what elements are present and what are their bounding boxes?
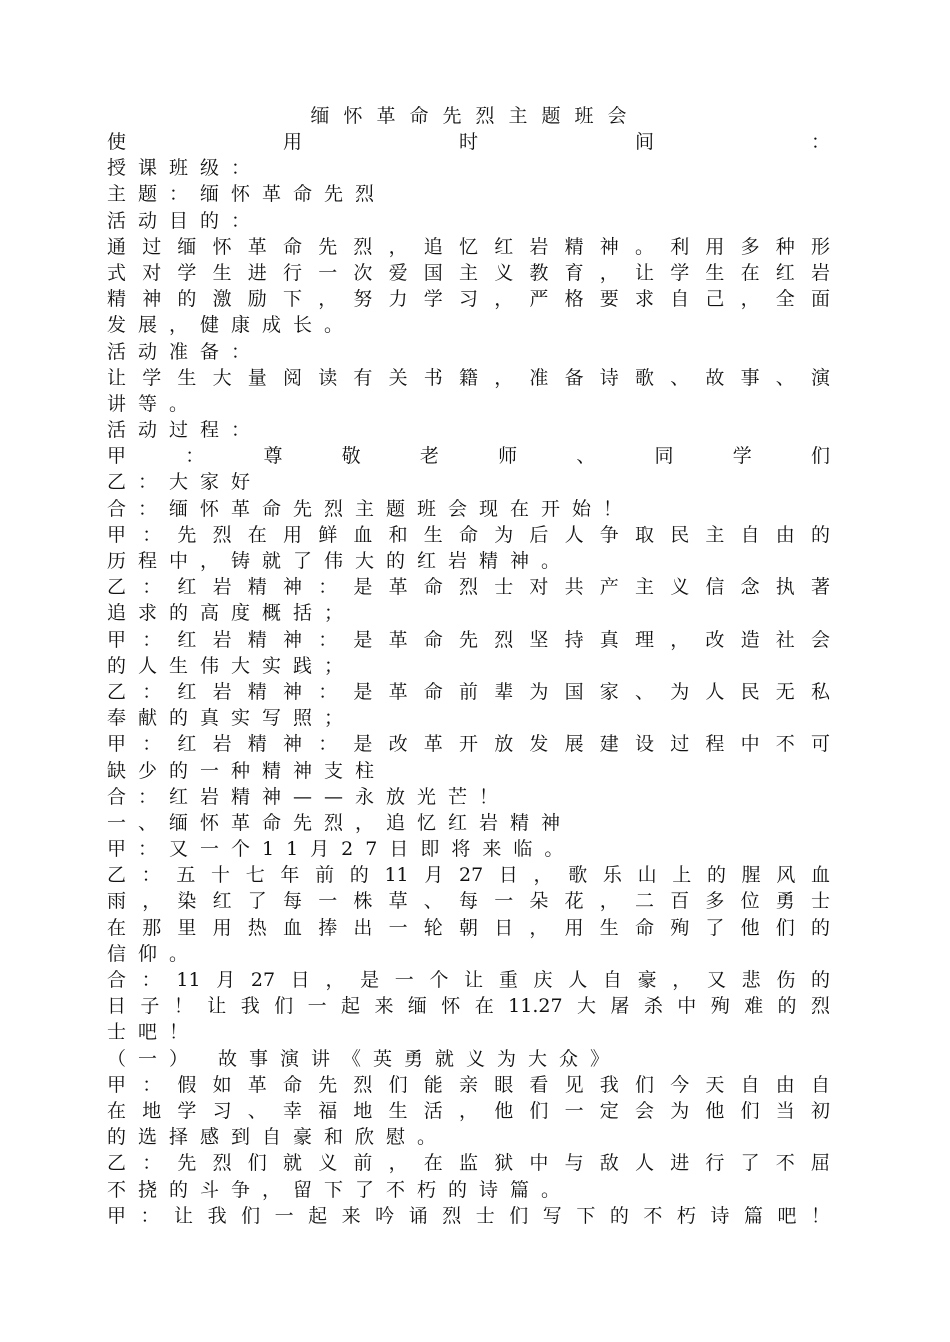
text-line: 甲：假如革命先烈们能亲眼看见我们今天自由自 [107, 1073, 830, 1096]
text-line: 让学生大量阅读有关书籍，准备诗歌、故事、演 [107, 366, 830, 389]
text-line: 式对学生进行一次爱国主义教育，让学生在红岩 [107, 261, 830, 284]
text-line: 的人生伟大实践； [107, 654, 356, 677]
text-line: 信仰。 [107, 942, 201, 965]
text-line: 甲：先烈在用鲜血和生命为后人争取民主自由的 [107, 523, 830, 546]
text-line: 奉献的真实写照； [107, 707, 356, 730]
text-line: 乙：红岩精神：是革命前辈为国家、为人民无私 [107, 680, 830, 703]
text-line: 发展，健康成长。 [107, 314, 356, 337]
text-line: 乙：先烈们就义前，在监狱中与敌人进行了不屈 [107, 1152, 830, 1175]
text-line: 通过缅怀革命先烈，追忆红岩精神。利用多种形 [107, 235, 830, 258]
text-line: 的选择感到自豪和欣慰。 [107, 1126, 449, 1149]
text-line: 讲等。 [107, 392, 201, 415]
text-line: 甲：红岩精神：是革命先烈坚持真理，改造社会 [107, 628, 830, 651]
text-line: 甲 ： 尊 敬 老 师 、 同 学 们 [107, 445, 830, 468]
document-title: 缅怀革命先烈主题班会 [310, 105, 641, 127]
text-line: 活动准备： [107, 340, 263, 363]
text-line: 活动过程： [107, 419, 263, 442]
text-line: 活动目的： [107, 209, 263, 232]
text-line: 合：缅怀革命先烈主题班会现在开始！ [107, 497, 635, 520]
text-line: 甲：又一个11月27日即将来临。 [107, 838, 576, 861]
text-line: 不挠的斗争，留下了不朽的诗篇。 [107, 1178, 573, 1201]
text-line: 乙：红岩精神：是革命烈士对共产主义信念执著 [107, 576, 830, 599]
text-line: （一） 故事演讲《英勇就义为大众》 [107, 1047, 622, 1070]
text-line: 授课班级： [107, 157, 263, 180]
text-line: 日子！让我们一起来缅怀在11.27大屠杀中殉难的烈 [107, 995, 830, 1018]
document-body [107, 129, 830, 1229]
text-line: 乙：五十七年前的11月27日，歌乐山上的腥风血 [107, 864, 830, 887]
text-line: 合：红岩精神——永放光芒！ [107, 785, 511, 808]
text-line: 追求的高度概括； [107, 602, 356, 625]
text-line: 主题：缅怀革命先烈 [107, 183, 387, 206]
text-line: 历程中，铸就了伟大的红岩精神。 [107, 550, 573, 572]
text-line: 乙：大家好 [107, 471, 263, 494]
text-line: 缺少的一种精神支柱 [107, 759, 387, 782]
document-page [107, 103, 830, 1229]
text-line: 在地学习、幸福地生活，他们一定会为他们当初 [107, 1099, 830, 1122]
text-line: 一、缅怀革命先烈，追忆红岩精神 [107, 811, 573, 834]
text-line: 使 用 时 间 ： [107, 131, 830, 153]
text-line: 甲：红岩精神：是改革开放发展建设过程中不可 [107, 733, 830, 756]
text-line: 合：11月27日，是一个让重庆人自豪，又悲伤的 [107, 969, 830, 991]
text-line: 精神的激励下，努力学习，严格要求自己，全面 [107, 288, 830, 311]
text-line: 甲：让我们一起来吟诵烈士们写下的不朽诗篇吧！ [107, 1204, 830, 1227]
text-line: 在那里用热血捧出一轮朝日，用生命殉了他们的 [107, 916, 830, 939]
text-line: 雨，染红了每一株草、每一朵花，二百多位勇士 [107, 890, 830, 913]
text-line: 士吧！ [107, 1021, 201, 1044]
